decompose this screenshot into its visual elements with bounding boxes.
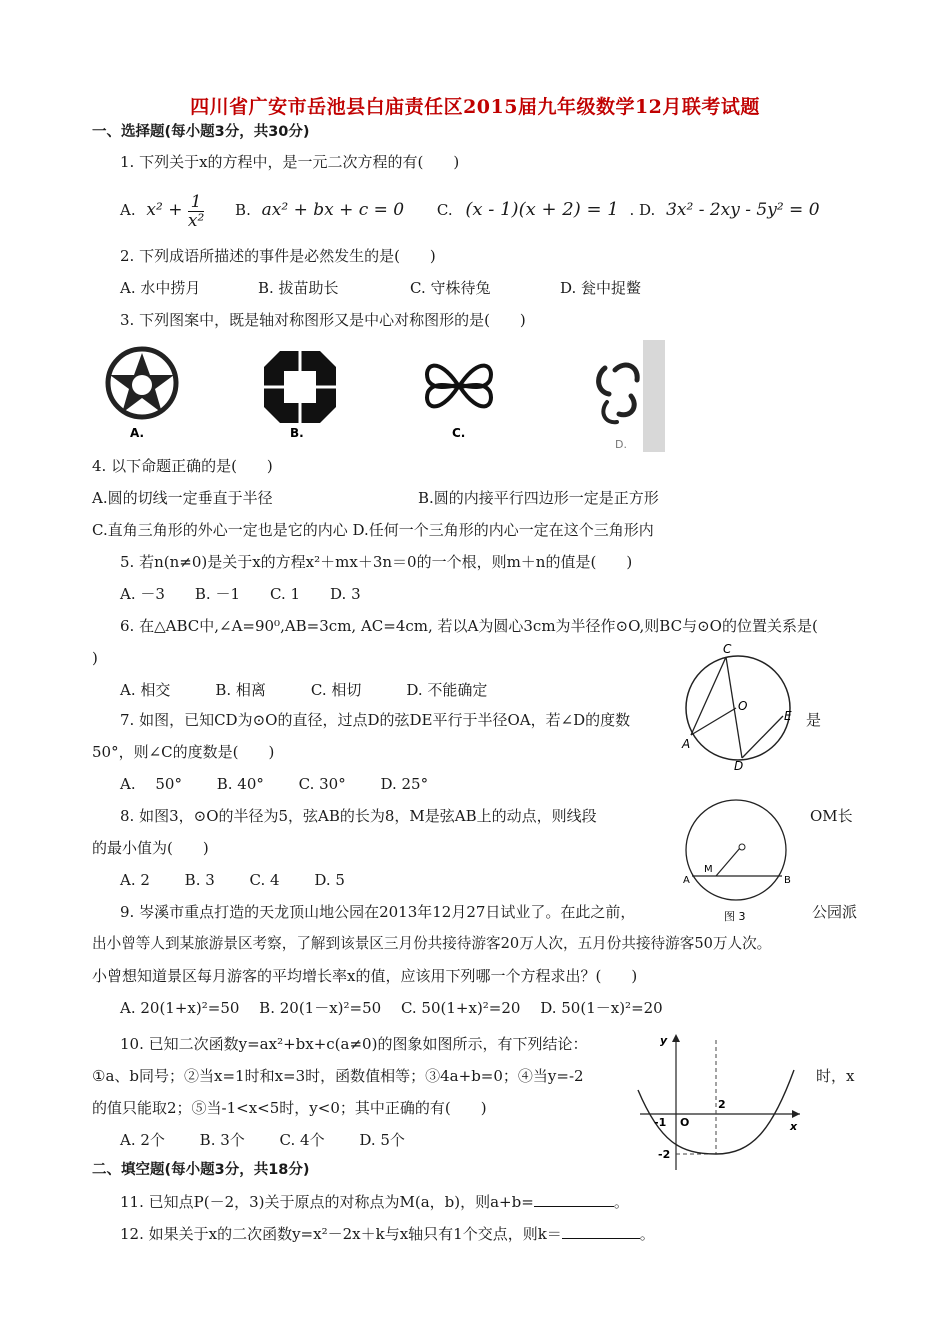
- q3-figure-a: [100, 345, 185, 440]
- q3-figure-d: [585, 340, 665, 452]
- q1-option-b-expr: ax² + bx + c = 0: [261, 200, 405, 220]
- q8-label-b: B: [784, 875, 791, 886]
- q3-a-label: A.: [130, 426, 145, 440]
- question-11-answer-blank[interactable]: [534, 1192, 614, 1207]
- q1-option-c-expr: (x - 1)(x + 2) = 1: [465, 199, 619, 220]
- question-3-stem: 3. 下列图案中，既是轴对称图形又是中心对称图形的是( ): [120, 311, 526, 329]
- q7-label-d: D: [734, 759, 744, 772]
- q7-label-o: O: [738, 699, 748, 713]
- question-12-answer-blank[interactable]: [562, 1224, 640, 1239]
- question-11-stem: 11. 已知点P(－2，3)关于原点的对称点为M(a，b)，则a+b=: [120, 1193, 534, 1211]
- question-10-stem-3: 的值只能取2；⑤当-1<x<5时，y<0；其中正确的有( ): [92, 1099, 487, 1117]
- question-6-stem: 6. 在△ABC中,∠A=90⁰,AB=3cm, AC=4cm, 若以A为圆心3cm为半径作⊙O,则BC与⊙O的位置关系是(: [120, 617, 818, 635]
- question-9-stem-tail: 公园派: [812, 903, 858, 921]
- question-2-option-a: A. 水中捞月: [120, 279, 201, 297]
- question-10-options: A. 2个 B. 3个 C. 4个 D. 5个: [120, 1131, 405, 1149]
- question-9-stem-2: 出小曾等人到某旅游景区考察，了解到该景区三月份共接待游客20万人次，五月份共接待游客50万人次。: [92, 935, 772, 952]
- question-10-stem-2-tail: 时，x: [816, 1067, 855, 1085]
- question-8-stem: 8. 如图3，⊙O的半径为5，弦AB的长为8，M是弦AB上的动点，则线段: [120, 807, 597, 825]
- question-8-options: A. 2 B. 3 C. 4 D. 5: [120, 871, 345, 889]
- q10-label-2: 2: [718, 1098, 726, 1111]
- q10-label-neg1: -1: [654, 1116, 667, 1129]
- question-12-stem: 12. 如果关于x的二次函数y=x²－2x＋k与x轴只有1个交点，则k＝: [120, 1225, 562, 1243]
- q3-c-label: C.: [452, 426, 466, 440]
- question-2-option-b: B. 拔苗助长: [258, 279, 339, 297]
- q1-option-b-label: B.: [235, 201, 251, 219]
- q10-label-y: y: [660, 1034, 668, 1047]
- q3-a-center: [132, 375, 152, 395]
- q1-option-a-fraction: [188, 193, 204, 230]
- question-12: [120, 1224, 655, 1244]
- q10-label-x: x: [790, 1120, 798, 1133]
- question-2-option-c: C. 守株待兔: [410, 279, 491, 297]
- q8-circle-figure: [680, 796, 800, 926]
- question-4-option-cd: C.直角三角形的外心一定也是它的内心 D.任何一个三角形的内心一定在这个三角形内: [92, 521, 654, 539]
- question-2-stem: 2. 下列成语所描述的事件是必然发生的是( ): [120, 247, 436, 265]
- question-10-stem-2: ①a、b同号；②当x=1时和x=3时，函数值相等；③4a+b=0；④当y=-2: [92, 1067, 584, 1085]
- q3-b-label: B.: [290, 426, 304, 440]
- q1-option-d-label: . D.: [629, 201, 656, 219]
- q3-figure-c: [418, 345, 503, 440]
- page-title: 四川省广安市岳池县白庙责任区2015届九年级数学12月联考试题: [190, 96, 760, 118]
- q1-option-c-label: C.: [436, 201, 453, 219]
- q1-fraction-denominator: x²: [187, 210, 205, 231]
- question-9-stem: 9. 岑溪市重点打造的天龙顶山地公园在2013年12月27日试业了。在此之前，: [120, 903, 636, 921]
- question-7-stem: 7. 如图，已知CD为⊙O的直径，过点D的弦DE平行于半径OA，若∠D的度数: [120, 711, 631, 729]
- question-11-end: 。: [613, 1193, 629, 1211]
- question-11: [120, 1192, 629, 1212]
- question-2-option-d: D. 瓮中捉鳖: [560, 279, 642, 297]
- q8-label-m: M: [704, 864, 713, 875]
- section-fill-in-heading: 二、填空题(每小题3分，共18分): [92, 1162, 310, 1178]
- q7-label-c: C: [723, 642, 732, 656]
- question-6-stem-end: ): [92, 649, 98, 667]
- q10-label-neg2: -2: [658, 1148, 671, 1161]
- q7-circle-figure: [678, 640, 808, 772]
- section-choice-heading: 一、选择题(每小题3分，共30分): [92, 124, 310, 140]
- q10-parabola-figure: [630, 1030, 810, 1180]
- question-4-option-a: A.圆的切线一定垂直于半径: [92, 489, 273, 507]
- q1-option-a-expr: x² +: [146, 200, 188, 220]
- question-5-stem: 5. 若n(n≠0)是关于x的方程x²＋mx＋3n＝0的一个根，则m＋n的值是( ): [120, 553, 633, 571]
- question-7-options: A. 50° B. 40° C. 30° D. 25°: [120, 775, 429, 793]
- question-5-options: A. －3 B. －1 C. 1 D. 3: [120, 585, 361, 603]
- q1-fraction-numerator: 1: [188, 193, 204, 212]
- question-12-end: 。: [639, 1225, 655, 1243]
- question-8-stem-2: 的最小值为( ): [92, 839, 209, 857]
- q8-segment-om: [716, 848, 740, 876]
- q1-option-d-expr: 3x² - 2xy - 5y² = 0: [666, 200, 820, 220]
- q10-label-origin: O: [680, 1116, 690, 1129]
- q1-option-a-label: A.: [120, 201, 136, 219]
- question-9-options: A. 20(1+x)²=50 B. 20(1－x)²=50 C. 50(1+x)²=20 D. 50(1－x)²=20: [120, 999, 663, 1017]
- question-10-stem: 10. 已知二次函数y=ax²+bx+c(a≠0)的图象如图所示，有下列结论：: [120, 1035, 588, 1053]
- q3-d-label: D.: [615, 438, 627, 451]
- question-1-stem: 1. 下列关于x的方程中，是一元二次方程的有( ): [120, 153, 460, 171]
- q3-b-hole: [284, 371, 316, 403]
- question-7-stem-tail: 是: [806, 711, 822, 729]
- q3-figure-b: [258, 345, 343, 440]
- question-9-stem-3: 小曾想知道景区每月游客的平均增长率x的值，应该用下列哪一个方程求出？( ): [92, 967, 638, 985]
- question-8-stem-tail: OM长: [810, 807, 853, 825]
- q7-label-e: E: [784, 709, 792, 723]
- q8-circle: [686, 800, 786, 900]
- question-4-stem: 4. 以下命题正确的是( ): [92, 457, 273, 475]
- q7-label-a: A: [682, 737, 691, 751]
- question-4-option-b: B.圆的内接平行四边形一定是正方形: [418, 489, 659, 507]
- question-1-options: [120, 188, 820, 232]
- q8-caption: 图 3: [724, 910, 746, 923]
- question-7-stem-2: 50°，则∠C的度数是( ): [92, 743, 275, 761]
- question-6-options: A. 相交 B. 相离 C. 相切 D. 不能确定: [120, 681, 488, 699]
- q8-label-a: A: [683, 875, 690, 886]
